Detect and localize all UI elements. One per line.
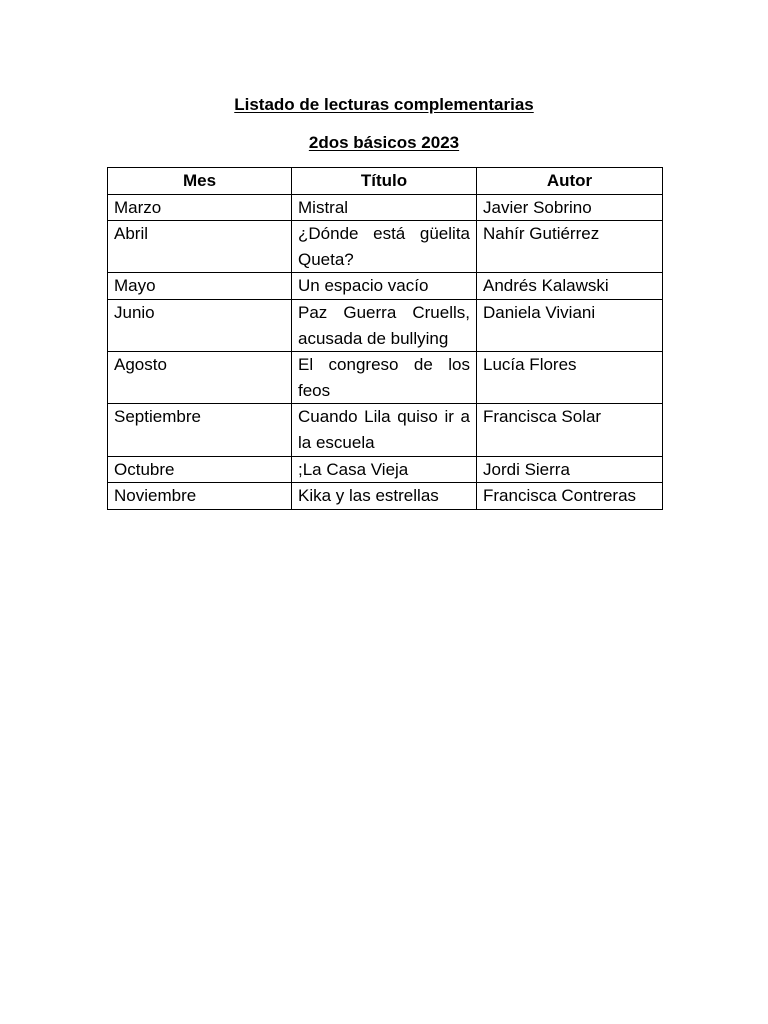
table-row bbox=[108, 352, 663, 404]
cell-autor: Andrés Kalawski bbox=[477, 273, 663, 300]
table-row bbox=[108, 221, 663, 273]
cell-mes: Octubre bbox=[108, 456, 292, 483]
cell-autor: Francisca Solar bbox=[477, 404, 663, 456]
table-row bbox=[108, 456, 663, 483]
cell-titulo: El congreso de los feos bbox=[292, 352, 477, 404]
readings-table bbox=[107, 167, 663, 510]
table-row bbox=[108, 483, 663, 510]
cell-mes: Abril bbox=[108, 221, 292, 273]
cell-titulo: Cuando Lila quiso ir a la escuela bbox=[292, 404, 477, 456]
document-subtitle: 2dos básicos 2023 bbox=[308, 133, 460, 152]
table-header-row bbox=[108, 168, 663, 195]
cell-titulo: Un espacio vacío bbox=[292, 273, 477, 300]
cell-mes: Junio bbox=[108, 299, 292, 351]
cell-autor: Lucía Flores bbox=[477, 352, 663, 404]
document-title: Listado de lecturas complementarias bbox=[234, 95, 534, 114]
header-mes: Mes bbox=[108, 168, 292, 195]
cell-titulo: Mistral bbox=[292, 194, 477, 221]
cell-mes: Mayo bbox=[108, 273, 292, 300]
cell-mes: Noviembre bbox=[108, 483, 292, 510]
header-titulo: Título bbox=[292, 168, 477, 195]
cell-autor: Francisca Contreras bbox=[477, 483, 663, 510]
cell-titulo: ¿Dónde está güelita Queta? bbox=[292, 221, 477, 273]
cell-autor: Jordi Sierra bbox=[477, 456, 663, 483]
cell-autor: Javier Sobrino bbox=[477, 194, 663, 221]
cell-autor: Nahír Gutiérrez bbox=[477, 221, 663, 273]
header-autor: Autor bbox=[477, 168, 663, 195]
cell-mes: Septiembre bbox=[108, 404, 292, 456]
cell-titulo: ;La Casa Vieja bbox=[292, 456, 477, 483]
table-row bbox=[108, 273, 663, 300]
cell-titulo: Kika y las estrellas bbox=[292, 483, 477, 510]
cell-autor: Daniela Viviani bbox=[477, 299, 663, 351]
table-row bbox=[108, 299, 663, 351]
cell-mes: Agosto bbox=[108, 352, 292, 404]
cell-titulo: Paz Guerra Cruells, acusada de bullying bbox=[292, 299, 477, 351]
table-row bbox=[108, 404, 663, 456]
table-row bbox=[108, 194, 663, 221]
cell-mes: Marzo bbox=[108, 194, 292, 221]
